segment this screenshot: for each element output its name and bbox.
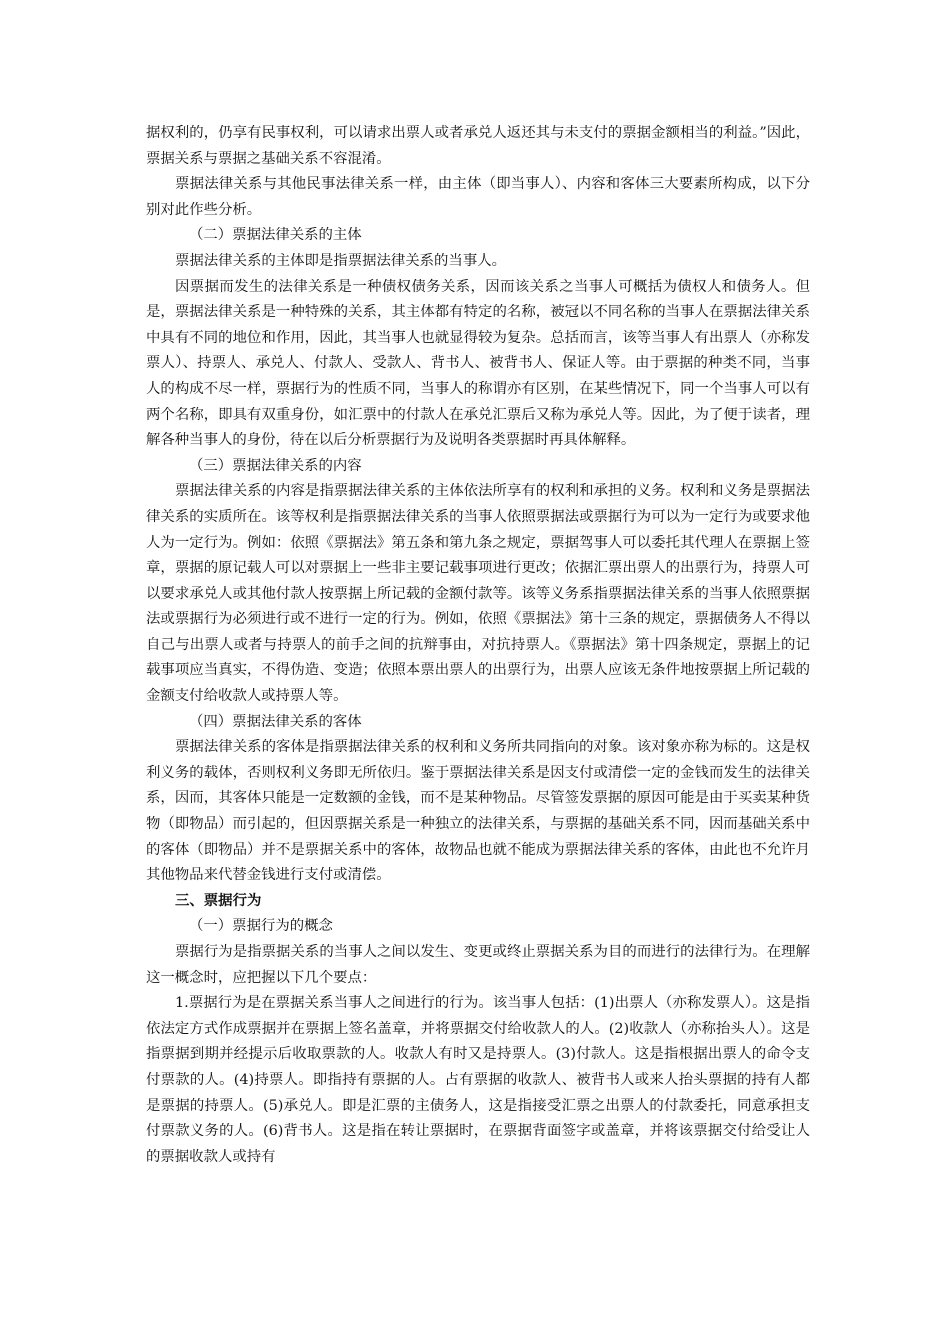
paragraph-subject-detail: 因票据而发生的法律关系是一种债权债务关系，因而该关系之当事人可概括为债权人和债务人。但是，票据法律关系是一种特殊的关系，其主体都有特定的名称，被冠以不同名称的当事人在票据法律关系中具有不同的地位和作用，因此，其当事人也就显得较为复杂。总括而言，该等当事人有出票人（亦称发票人）、持票人、承兑人、付款人、受款人、背书人、被背书人、保证人等。由于票据的种类不同，当事人的构成不尽一样，票据行为的性质不同，当事人的称谓亦有区别，在某些情况下，同一个当事人可以有两个名称，即具有双重身份，如汇票中的付款人在承兑汇票后又称为承兑人等。因此，为了便于读者，理解各种当事人的身份，待在以后分析票据行为及说明各类票据时再具体解释。 (146, 278, 810, 449)
section-heading-object: （四）票据法律关系的客体 (189, 713, 362, 730)
paragraph-subject-definition: 票据法律关系的主体即是指票据法律关系的当事人。 (175, 252, 506, 269)
paragraph-elements-intro: 票据法律关系与其他民事法律关系一样，由主体（即当事人）、内容和客体三大要素所构成，以下分别对此作些分析。 (146, 176, 810, 218)
paragraph-object-detail: 票据法律关系的客体是指票据法律关系的权利和义务所共同指向的对象。该对象亦称为标的。这是权利义务的载体，否则权利义务即无所依归。鉴于票据法律关系是因支付或清偿一定的金钱而发生的法律关系，因而，其客体只能是一定数额的金钱，而不是某种物品。尽管签发票据的原因可能是由于买卖某种货物（即物品）而引起的，但因票据关系是一种独立的法律关系，与票据的基础关系不同，因而基础关系中的客体（即物品）并不是票据关系中的客体，故物品也就不能成为票据法律关系的客体，由此也不允许月其他物品来代替金钱进行支付或清偿。 (146, 739, 810, 884)
document-body (146, 121, 810, 1170)
chapter-heading-bill-acts: 三、票据行为 (175, 892, 262, 909)
paragraph-continuation: 据权利的，仍享有民事权利，可以请求出票人或者承兑人返还其与未支付的票据金额相当的利益。”因此，票据关系与票据之基础关系不容混淆。 (146, 125, 810, 167)
section-heading-concept: （一）票据行为的概念 (189, 918, 333, 935)
paragraph-point-one: 1.票据行为是在票据关系当事人之间进行的行为。该当事人包括：(1)出票人（亦称发票人）。这是指依法定方式作成票据并在票据上签名盖章，并将票据交付给收款人的人。(2)收款人（亦称抬头人）。这是指票据到期并经提示后收取票款的人。收款人有时又是持票人。(3)付款人。这是指根据出票人的命令支付票款的人。(4)持票人。即指持有票据的人。占有票据的收款人、被背书人或来人抬头票据的持有人都是票据的持票人。(5)承兑人。即是汇票的主债务人，这是指接受汇票之出票人的付款委托，同意承担支付票款义务的人。(6)背书人。这是指在转让票据时，在票据背面签字或盖章，并将该票据交付给受让人的票据收款人或持有 (146, 995, 810, 1165)
paragraph-content-detail: 票据法律关系的内容是指票据法律关系的主体依法所享有的权利和承担的义务。权利和义务是票据法律关系的实质所在。该等权利是指票据法律关系的当事人依照票据法或票据行为可以为一定行为或要求他人为一定行为。例如：依照《票据法》第五条和第九条之规定，票据驾事人可以委托其代理人在票据上签章，票据的原记载人可以对票据上一些非主要记载事项进行更改；依据汇票出票人的出票行为，持票人可以要求承兑人或其他付款人按票据上所记载的金额付款等。该等义务系指票据法律关系的当事人依照票据法或票据行为必须进行或不进行一定的行为。例如，依照《票据法》第十三条的规定，票据债务人不得以自己与出票人或者与持票人的前手之间的抗辩事由，对抗持票人。《票据法》第十四条规定，票据上的记载事项应当真实，不得伪造、变造；依照本票出票人的出票行为，出票人应该无条件地按票据上所记载的金额支付给收款人或持票人等。 (146, 483, 810, 705)
paragraph-concept-definition: 票据行为是指票据关系的当事人之间以发生、变更或终止票据关系为目的而进行的法律行为。在理解这一概念时，应把握以下几个要点： (146, 944, 810, 986)
section-heading-subject: （二）票据法律关系的主体 (189, 227, 362, 244)
section-heading-content: （三）票据法律关系的内容 (189, 457, 362, 474)
